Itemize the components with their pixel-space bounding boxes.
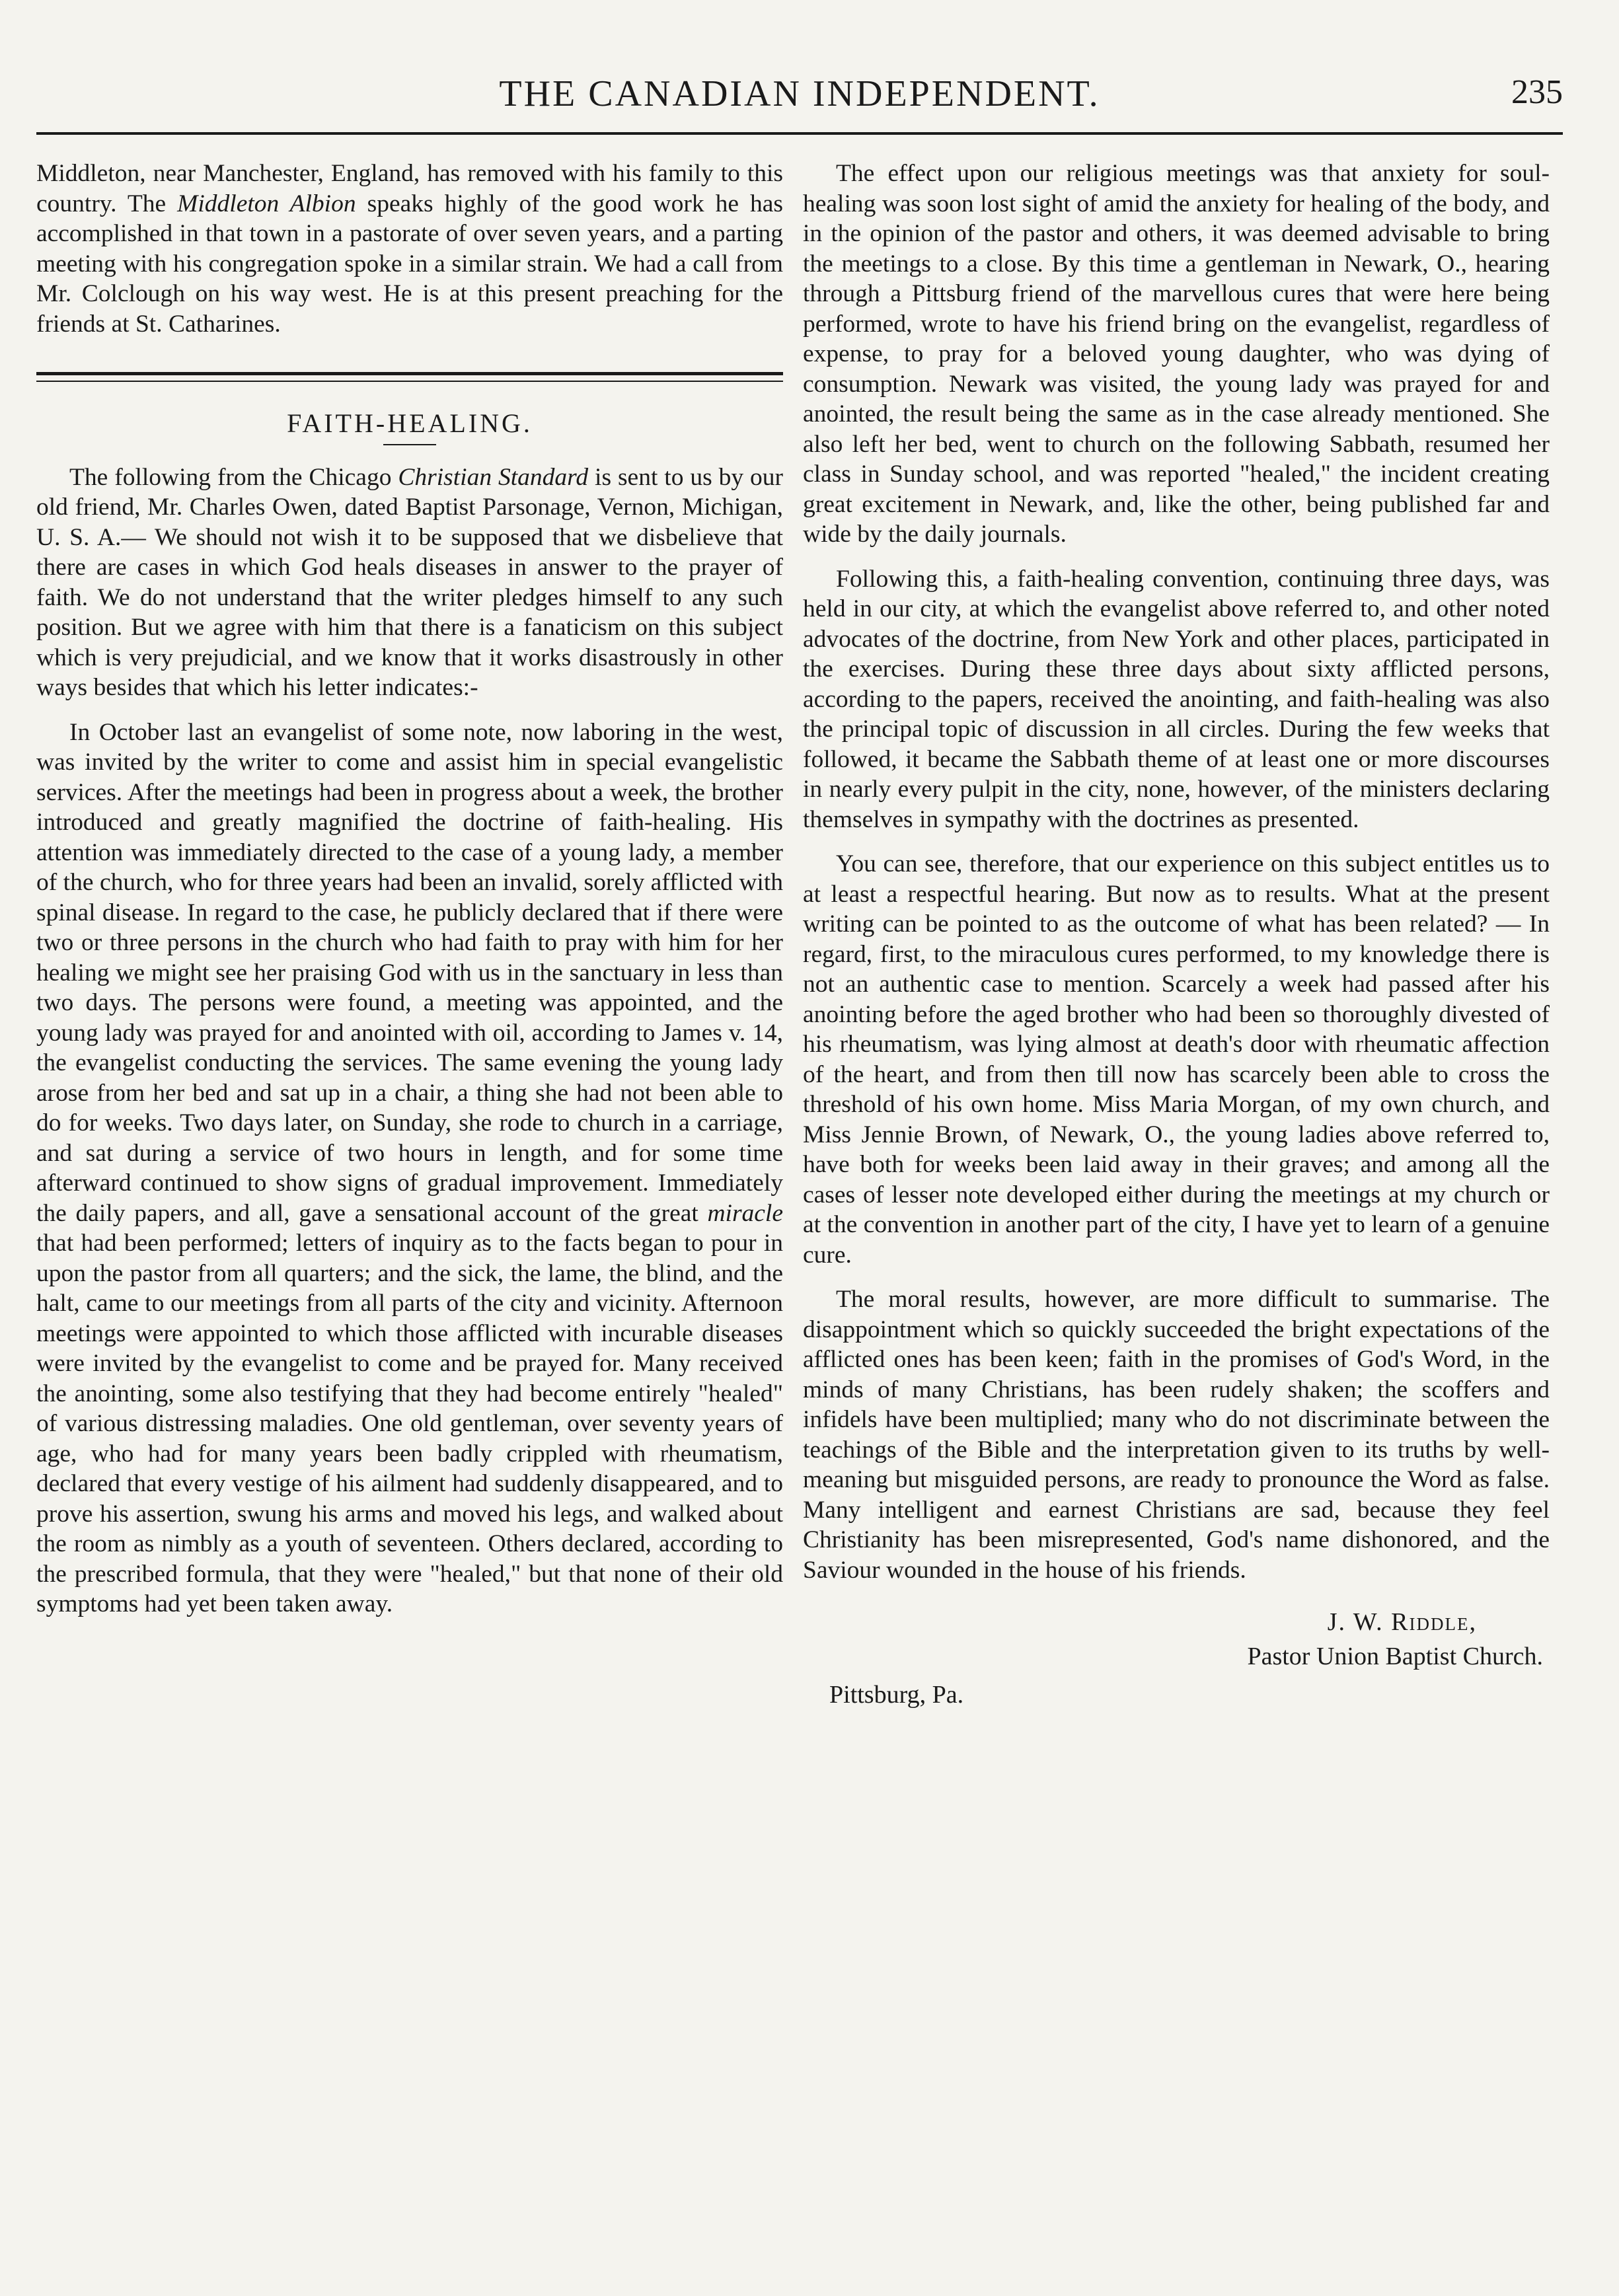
editor-note-italic-text: Christian Standard bbox=[398, 463, 589, 491]
signature-place: Pittsburg, Pa. bbox=[829, 1681, 964, 1709]
right-column bbox=[803, 159, 1550, 1711]
heading-dash bbox=[383, 444, 436, 445]
section-divider-thin bbox=[36, 381, 783, 382]
intro-paragraph bbox=[36, 159, 783, 339]
right-paragraph-3: You can see, therefore, that our experience on this subject entitles us to at least a respectful hearing. But now as to results. What at the present writing can be pointed to as the outcome of what has been related? — In regard, first, to the miraculous cures performed, to my knowledge there is not an authentic case to mention. Scarcely a week had passed after his anointing before the aged brother who had been so thoroughly divested of his rheumatism, was lying almost at death's door with rheumatic affection of the heart, and from then till now has scarcely been able to cross the threshold of his own home. Miss Maria Morgan, of my own church, and Miss Jennie Brown, of Newark, O., the young ladies above referred to, have both for weeks been laid away in their graves; and among all the cases of lesser note developed either during the meetings at my church or at the convention in another part of the city, I have yet to learn of a genuine cure. bbox=[803, 850, 1550, 1269]
signature-name: J. W. Riddle, bbox=[1327, 1608, 1477, 1636]
editor-note-text-1: The following from the Chicago bbox=[69, 463, 398, 491]
page-header bbox=[36, 73, 1563, 126]
editor-note-text-2: is sent to us by our old friend, Mr. Charles Owen, dated Baptist Parsonage, Vernon, Michigan, U. S. A.— We should not wish it to be supposed that we disbelieve that there are cases in which God heals diseases in answer to the prayer of faith. We do not understand that the writer pledges himself to any such position. But we agree with him that there is a fanaticism on this subject which is very prejudicial, and we know that it works disastrously in other ways besides that which his letter indicates:- bbox=[36, 463, 784, 701]
right-paragraph-1: The effect upon our religious meetings was that anxiety for soul-healing was soon lost sight of amid the anxiety for healing of the body, and in the opinion of the pastor and others, it was deemed advisable to bring the meetings to a close. By this time a gentleman in Newark, O., hearing through a Pittsburg friend of the marvellous cures that were here being performed, wrote to have his friend bring on the evangelist, regardless of expense, to pray for a beloved young daughter, who was dying of consumption. Newark was visited, the young lady was prayed for and anointed, the result being the same as in the case already mentioned. She also left her bed, went to church on the following Sabbath, resumed her class in Sunday school, and was reported "healed," the incident creating great excitement in Newark, and, like the other, being published far and wide by the daily journals. bbox=[803, 160, 1550, 548]
letter-text-1: In October last an evangelist of some note, now laboring in the west, was invited by the writer to come and assist him in special evangelistic services. After the meetings had been in progress about a week, the brother introduced and greatly magnified the doctrine of faith-healing. His attention was immediately directed to the case of a young lady, a member of the church, who for three years had been an invalid, sorely afflicted with spinal disease. In regard to the case, he publicly declared that if there were two or three persons in the church who had faith to pray with him for her healing we might see her praising God with us in the sanctuary in less than two days. The persons were found, a meeting was appointed, and the young lady was prayed for and anointed with oil, according to James v. 14, the evangelist conducting the services. The same evening the young lady arose from her bed and sat up in a chair, a thing she had not been able to do for weeks. Two days later, on Sunday, she rode to church in a carriage, and sat during a service of two hours in length, and for some time afterward continued to show signs of gradual improvement. Immediately the daily papers, and all, gave a sensational account of the great bbox=[36, 718, 783, 1227]
letter-italic-text: miracle bbox=[707, 1199, 783, 1227]
intro-text-1: Middleton, near Manchester, England, has removed with his family to this country. The bbox=[36, 160, 783, 217]
right-paragraph-2: Following this, a faith-healing convention, continuing three days, was held in our city, at which the evangelist above referred to, and other noted advocates of the doctrine, from New York and other places, participated in the exercises. During these three days about sixty afflicted persons, according to the papers, received the anointing, and faith-healing was also the principal topic of discussion in all circles. During the few weeks that followed, it became the Sabbath theme of at least one or more discourses in nearly every pulpit in the city, none, however, of the ministers declaring themselves in sympathy with the doctrines as presented. bbox=[803, 565, 1550, 833]
section-divider-thick bbox=[36, 372, 783, 375]
section-heading: FAITH-HEALING. bbox=[287, 408, 533, 438]
journal-title: THE CANADIAN INDEPENDENT. bbox=[499, 73, 1100, 114]
letter-paragraph bbox=[36, 718, 783, 1619]
intro-italic-text: Middleton Albion bbox=[177, 190, 356, 217]
header-rule bbox=[36, 132, 1563, 135]
signature-title: Pastor Union Baptist Church. bbox=[1247, 1643, 1543, 1670]
page-number: 235 bbox=[1511, 73, 1563, 111]
intro-text-2: speaks highly of the good work he has accomplished in that town in a pastorate of over seven years, and a parting meeting with his congregation spoke in a similar strain. We had a call from Mr. Colclough on his way west. He is at this present preaching for the friends at St. Catharines. bbox=[36, 190, 783, 338]
letter-text-2: that had been performed; letters of inquiry as to the facts began to pour in upon the pastor from all quarters; and the sick, the lame, the blind, and the halt, came to our meetings from all parts of the city and vicinity. Afternoon meetings were appointed to which those afflicted with incurable diseases were invited by the evangelist to come and be prayed for. Many received the anointing, some also testifying that they had become entirely "healed" of various distressing maladies. One old gentleman, over seventy years of age, who had for many years been badly crippled with rheumatism, declared that every vestige of his ailment had suddenly disappeared, and to prove his assertion, swung his arms and moved his legs, and walked about the room as nimbly as a youth of seventeen. Others declared, according to the prescribed formula, that they were "healed," but that none of their old symptoms had yet been taken away. bbox=[36, 1230, 783, 1617]
left-column bbox=[36, 159, 783, 1634]
editor-note-paragraph bbox=[36, 463, 783, 703]
right-paragraph-4: The moral results, however, are more difficult to summarise. The disappointment which so quickly succeeded the bright expectations of the afflicted ones has been keen; faith in the promises of God's Word, in the minds of many Christians, has been rudely shaken; the scoffers and infidels have been multiplied; many who do not discriminate between the teachings of the Bible and the interpretation given to its truths by well-meaning but misguided persons, are ready to pronounce the Word as false. Many intelligent and earnest Christians are sad, because they feel Christianity has been misrepresented, God's name dishonored, and the Saviour wounded in the house of his friends. bbox=[803, 1286, 1550, 1584]
signature-block bbox=[803, 1605, 1550, 1674]
